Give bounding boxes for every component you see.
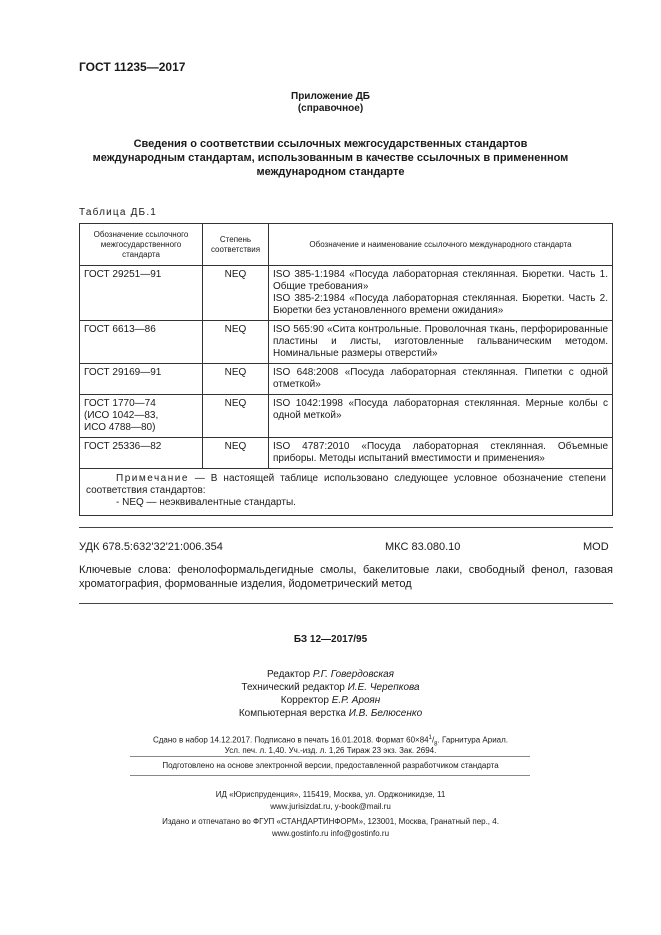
tech-editor-name: И.Е. Черепкова [347,682,420,693]
designation-cell: ГОСТ 29169—91 [80,364,203,395]
designation-cell: ГОСТ 6613—86 [80,321,203,364]
reference-text: ISO 385-2:1984 «Посуда лабораторная стеклянная. Бюретки. Часть 2. Бюретки без установленного времени ожидания» [273,293,608,316]
degree-cell: NEQ [203,395,269,438]
note-label: Примечание [116,473,189,484]
publisher-line-2: www.jurisizdat.ru, y-book@mail.ru [270,802,391,811]
editor-name: Р.Г. Говердовская [312,669,394,680]
table-header-row [80,224,613,266]
section-title-line: Сведения о соответствии ссылочных межгосударственных стандартов [133,138,528,150]
corrector-name: Е.Р. Ароян [331,695,381,706]
imprint-line-2: Усл. печ. л. 1,40. Уч.-изд. л. 1,26 Тираж 23 экз. Зак. 2694. [224,746,437,755]
section-title-line: международном стандарте [256,166,405,178]
table-row [80,321,613,364]
mod-label: MOD [583,541,609,553]
degree-cell: NEQ [203,321,269,364]
standards-table [79,223,613,516]
table-note-row [80,469,613,516]
designation-cell [80,395,203,438]
section-title [0,137,661,179]
tech-editor-line: Технический редактор И.Е. Черепкова [241,682,420,693]
designation-cell: ГОСТ 29251—91 [80,266,203,321]
keywords: Ключевые слова: фенолоформальдегидные смолы, бакелитовые лаки, свободный фенол, газовая хроматография, формованные изделия, йодометрический метод [79,564,613,590]
degree-cell: NEQ [203,364,269,395]
publisher-line-1: ИД «Юриспруденция», 115419, Москва, ул. Орджоникидзе, 11 [215,790,446,799]
header-reference: Обозначение и наименование ссылочного международного стандарта [269,224,613,266]
editor-line: Редактор Р.Г. Говердовская [267,669,394,680]
reference-text: ISO 385-1:1984 «Посуда лабораторная стеклянная. Бюретки. Часть 1. Общие требования» [273,269,608,292]
divider-line [130,775,530,776]
table-row [80,266,613,321]
gost-header: ГОСТ 11235—2017 [79,60,186,74]
designation-text: (ИСО 1042—83, [84,410,159,421]
divider-line [79,527,613,528]
printer-line-2: www.gostinfo.ru info@gostinfo.ru [271,829,390,838]
reference-cell: ISO 565:90 «Сита контрольные. Проволочная ткань, перфорированные пластины и листы, изготовленные гальваническим методом. Номинальные размеры отверстий» [269,321,613,364]
header-designation: Обозначение ссылочного межгосударственного стандарта [80,224,203,266]
divider-line [130,756,530,757]
table-row [80,395,613,438]
table-row [80,364,613,395]
layout-name: И.В. Белюсенко [348,708,423,719]
designation-cell: ГОСТ 25336—82 [80,438,203,469]
reference-cell: ISO 648:2008 «Посуда лабораторная стеклянная. Пипетки с одной отметкой» [269,364,613,395]
designation-text: ГОСТ 1770—74 [84,398,156,409]
imprint-line-3: Подготовлено на основе электронной версии, предоставленной разработчиком стандарта [162,761,499,770]
table-note [80,469,613,516]
reference-cell: ISO 4787:2010 «Посуда лабораторная стеклянная. Объемные приборы. Методы испытаний вместимости и применения» [269,438,613,469]
printer-line-1: Издано и отпечатано во ФГУП «СТАНДАРТИНФОРМ», 123001, Москва, Гранатный пер., 4. [162,817,499,826]
udc-code: УДК 678.5:632'32'21:006.354 [79,541,223,553]
divider-line [79,603,613,604]
reference-cell: ISO 1042:1998 «Посуда лабораторная стеклянная. Мерные колбы с одной меткой» [269,395,613,438]
bz-code: БЗ 12—2017/95 [293,634,368,645]
note-text: — В настоящей таблице использовано следующее условное обозначение степени соответствия стандартов: [86,473,606,496]
layout-line: Компьютерная верстка И.В. Белюсенко [238,708,423,719]
section-title-line: международным стандартам, использованным в качестве ссылочных в примененном [92,152,569,164]
degree-cell: NEQ [203,266,269,321]
imprint-line-1: Сдано в набор 14.12.2017. Подписано в печать 16.01.2018. Формат $60\times 84^1/_8$. Гарнитура Ариал. [152,735,509,748]
table-caption: Таблица ДБ.1 [79,207,158,218]
degree-cell: NEQ [203,438,269,469]
mks-code: МКС 83.080.10 [385,541,461,553]
corrector-line: Корректор Е.Р. Ароян [280,695,381,706]
table-row [80,438,613,469]
note-item: - NEQ — неэквивалентные стандарты. [116,497,296,508]
header-degree: Степень соответствия [203,224,269,266]
appendix-heading [0,91,661,115]
reference-cell [269,266,613,321]
appendix-title: Приложение ДБ [291,91,370,102]
staff-credits [0,668,661,720]
appendix-subtitle: (справочное) [297,103,364,114]
designation-text: ИСО 4788—80) [84,422,156,433]
